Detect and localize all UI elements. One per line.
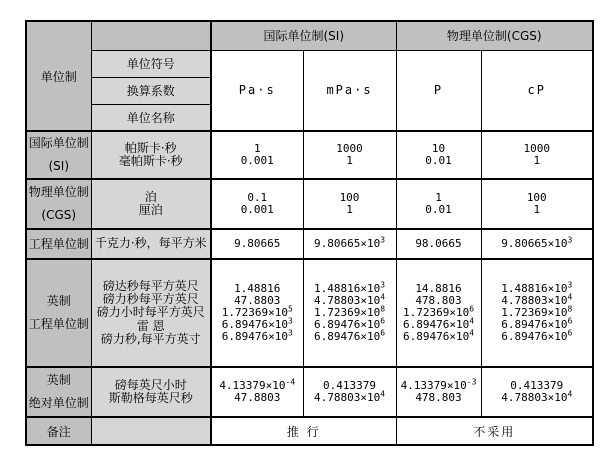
value-cell bbox=[396, 131, 481, 179]
value-line: $4.78803\times 10^4$ bbox=[313, 292, 386, 307]
section-row bbox=[26, 229, 593, 259]
value-line: $1.48816\times 10^3$ bbox=[313, 280, 386, 295]
value-line: $1.72369\times 10^6$ bbox=[402, 304, 475, 319]
value-line: $9.80665\times 10^3$ bbox=[501, 235, 573, 250]
value-line: 1 bbox=[533, 154, 541, 167]
value-line: 0.001 bbox=[240, 154, 274, 167]
corner-cell-unit-system: 单位制 bbox=[26, 21, 91, 131]
value-cell bbox=[396, 229, 481, 259]
unit-name: 磅力小时每平方英尺 bbox=[96, 305, 205, 320]
si-header-cell: 国际单位制(SI) bbox=[211, 21, 396, 50]
unit-name: 磅达秒每平方英尺 bbox=[102, 279, 199, 294]
unit-name-stack bbox=[92, 237, 211, 250]
value-stack bbox=[482, 380, 593, 404]
footer-label-cell: 备注 bbox=[26, 417, 91, 445]
section-row bbox=[26, 259, 593, 367]
value-line: $9.80665\times 10^3$ bbox=[313, 235, 386, 250]
value-cell bbox=[396, 367, 481, 417]
value-line: 14.8816 bbox=[415, 281, 462, 295]
section-label-cell: 物理单位制 (CGS) bbox=[26, 179, 91, 229]
unit-name-stack bbox=[92, 280, 211, 346]
unit-name: 磅力秒每平方英尺 bbox=[102, 292, 199, 307]
unit-name-cell bbox=[91, 179, 211, 229]
value-stack bbox=[212, 238, 303, 250]
value-stack bbox=[212, 377, 303, 404]
value-line: 10 bbox=[431, 141, 446, 155]
unit-name: 泊 bbox=[144, 189, 157, 204]
unit-name-cell bbox=[91, 131, 211, 179]
value-line: 1.48816 bbox=[234, 281, 281, 295]
value-line: 9.80665 bbox=[234, 236, 281, 250]
value-line: 478.803 bbox=[415, 391, 462, 404]
value-line: $4.13379\times 10^{-4}$ bbox=[219, 377, 296, 392]
unit-name-cell bbox=[91, 229, 211, 259]
value-line: $6.89476\times 10^6$ bbox=[313, 316, 386, 332]
value-cell bbox=[481, 179, 593, 229]
value-cell bbox=[481, 131, 593, 179]
viscosity-unit-table bbox=[25, 20, 594, 446]
unit-name: 磅每英尺小时 bbox=[114, 377, 187, 392]
value-cell bbox=[211, 229, 303, 259]
value-cell bbox=[211, 179, 303, 229]
value-cell bbox=[396, 259, 481, 367]
unit-name-stack bbox=[92, 142, 211, 168]
value-cell bbox=[396, 179, 481, 229]
value-line: $4.13379\times 10^{-3}$ bbox=[400, 377, 477, 392]
value-stack bbox=[397, 377, 481, 404]
row-label-unit-name: 单位名称 bbox=[91, 104, 211, 131]
unit-name: 厘泊 bbox=[138, 203, 163, 217]
value-cell bbox=[481, 229, 593, 259]
value-line: 0.001 bbox=[240, 203, 274, 216]
value-stack bbox=[304, 280, 396, 344]
value-line: 100 bbox=[339, 190, 360, 204]
row-label-conversion-factor: 换算系数 bbox=[91, 77, 211, 104]
value-line: 1000 bbox=[523, 141, 550, 155]
value-stack bbox=[482, 192, 593, 216]
value-line: 1000 bbox=[336, 141, 363, 155]
unit-name: 斯勒格每英尺秒 bbox=[108, 391, 193, 405]
si-note-cell: 推 行 bbox=[211, 417, 396, 445]
value-stack bbox=[397, 283, 481, 343]
value-stack bbox=[482, 143, 593, 167]
footer-blank-cell bbox=[91, 417, 211, 445]
unit-name: 帕斯卡·秒 bbox=[124, 140, 177, 155]
unit-symbol-p: P bbox=[396, 50, 481, 131]
viscosity-conversion-table-wrapper bbox=[25, 20, 594, 446]
value-line: 478.803 bbox=[415, 293, 462, 307]
cgs-note-cell: 不采用 bbox=[396, 417, 593, 445]
value-stack bbox=[212, 143, 303, 167]
section-row bbox=[26, 131, 593, 179]
value-cell bbox=[303, 179, 396, 229]
value-stack bbox=[304, 143, 396, 167]
value-cell bbox=[303, 367, 396, 417]
blank-header-cell bbox=[91, 21, 211, 50]
value-line: $6.89476\times 10^6$ bbox=[501, 328, 573, 344]
value-line: 1 bbox=[533, 203, 541, 216]
value-line: $1.72369\times 10^5$ bbox=[221, 304, 293, 319]
value-line: $4.78803\times 10^4$ bbox=[313, 389, 386, 404]
value-cell bbox=[303, 229, 396, 259]
value-line: 1 bbox=[435, 190, 442, 204]
value-cell bbox=[211, 259, 303, 367]
value-line: $6.89476\times 10^3$ bbox=[221, 316, 293, 332]
unit-name: 磅力秒,每平方英寸 bbox=[100, 331, 201, 346]
unit-name: 千克力·秒，每平方米 bbox=[94, 236, 207, 251]
cgs-header-cell: 物理单位制(CGS) bbox=[396, 21, 593, 50]
section-label-cell: 国际单位制 (SI) bbox=[26, 131, 91, 179]
value-line: 0.413379 bbox=[323, 378, 376, 392]
unit-symbol-pas: Pa·s bbox=[211, 50, 303, 131]
value-line: $6.89476\times 10^4$ bbox=[402, 328, 475, 344]
value-line: 1 bbox=[346, 154, 353, 167]
value-line: 0.01 bbox=[425, 203, 452, 216]
value-line: 100 bbox=[526, 190, 547, 204]
value-stack bbox=[212, 192, 303, 216]
unit-name-stack bbox=[92, 191, 211, 217]
unit-name-cell bbox=[91, 259, 211, 367]
value-stack bbox=[397, 238, 481, 250]
value-line: 1 bbox=[346, 203, 353, 216]
section-row bbox=[26, 179, 593, 229]
value-line: 0.413379 bbox=[510, 378, 564, 392]
value-line: $6.89476\times 10^4$ bbox=[402, 316, 475, 332]
value-line: 47.8803 bbox=[234, 391, 281, 404]
unit-symbol-mpas: mPa·s bbox=[303, 50, 396, 131]
value-line: $1.72369\times 10^8$ bbox=[501, 304, 573, 319]
section-label-cell: 英制 工程单位制 bbox=[26, 259, 91, 367]
value-line: $4.78803\times 10^4$ bbox=[501, 389, 573, 404]
row-label-unit-symbol: 单位符号 bbox=[91, 50, 211, 77]
value-stack bbox=[397, 143, 481, 167]
value-stack bbox=[304, 192, 396, 216]
unit-name-stack bbox=[92, 379, 211, 405]
value-stack bbox=[482, 235, 593, 250]
value-stack bbox=[304, 380, 396, 404]
unit-symbol-cp: cP bbox=[481, 50, 593, 131]
value-line: 98.0665 bbox=[415, 236, 462, 250]
value-stack bbox=[304, 235, 396, 250]
section-label-cell: 工程单位制 bbox=[26, 229, 91, 259]
section-row bbox=[26, 367, 593, 417]
section-label-cell: 英制 绝对单位制 bbox=[26, 367, 91, 417]
value-cell bbox=[481, 367, 593, 417]
value-line: 0.1 bbox=[247, 190, 268, 204]
value-line: 0.01 bbox=[425, 154, 452, 167]
unit-name: 毫帕斯卡·秒 bbox=[118, 154, 183, 168]
value-cell bbox=[211, 367, 303, 417]
value-cell bbox=[481, 259, 593, 367]
value-line: $6.89476\times 10^6$ bbox=[313, 328, 386, 344]
value-cell bbox=[303, 259, 396, 367]
value-stack bbox=[482, 280, 593, 344]
value-line: 1 bbox=[253, 141, 261, 155]
value-cell bbox=[303, 131, 396, 179]
value-line: $1.48816\times 10^3$ bbox=[501, 280, 573, 295]
value-line: 47.8803 bbox=[234, 293, 281, 307]
value-stack bbox=[212, 283, 303, 343]
value-line: $1.72369\times 10^8$ bbox=[313, 304, 386, 319]
value-stack bbox=[397, 192, 481, 216]
value-line: $4.78803\times 10^4$ bbox=[501, 292, 573, 307]
unit-name-cell bbox=[91, 367, 211, 417]
unit-name: 雷 恩 bbox=[136, 318, 165, 333]
value-cell bbox=[211, 131, 303, 179]
value-line: $6.89476\times 10^3$ bbox=[221, 328, 293, 344]
value-line: $6.89476\times 10^6$ bbox=[501, 316, 573, 332]
